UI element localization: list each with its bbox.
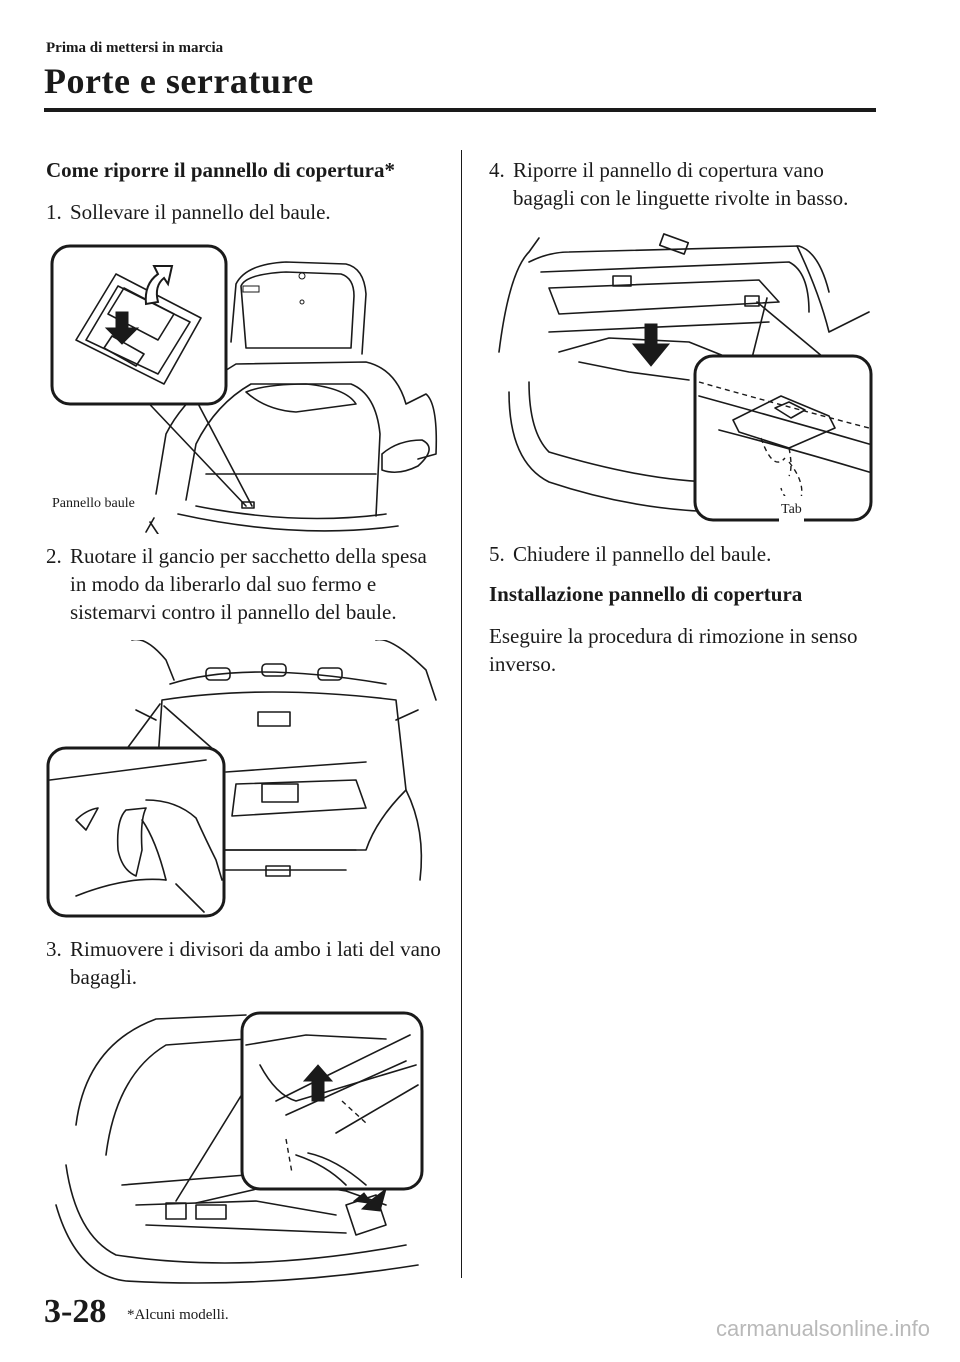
inset-box [48,748,224,916]
step-1 [46,198,446,226]
step-number: 5. [489,542,505,566]
figure-remove-dividers [46,1005,446,1285]
shopping-hook-illustration [46,640,446,925]
figure-shopping-hook [46,640,446,925]
figure-label-trunk-board: Pannello baule [50,490,137,518]
title-divider [44,108,876,112]
step-text: Riporre il pannello di copertura vano bagagli con le linguette rivolte in basso. [513,158,849,210]
left-column [46,156,446,1285]
instruction-paragraph: Eseguire la procedura di rimozione in senso inverso. [489,624,858,676]
breadcrumb: Prima di mettersi in marcia [46,40,224,56]
figure-lift-trunk-board [46,244,446,534]
store-cover-illustration [489,232,879,522]
step-number: 3. [46,937,62,961]
step-number: 1. [46,200,62,224]
step-3 [46,935,446,991]
dividers-illustration [46,1005,446,1285]
step-4 [489,156,889,212]
page-number: 3-28 [44,1293,107,1330]
right-column [489,156,889,690]
footnote: *Alcuni modelli. [127,1307,229,1323]
section-heading: Come riporre il pannello di copertura* [46,158,395,182]
inset-box [52,246,226,404]
step-text: Chiudere il pannello del baule. [513,542,772,566]
step-number: 2. [46,544,62,568]
figure-label-tab: Tab [779,496,804,524]
inset-box [242,1013,422,1189]
step-text: Rimuovere i divisori da ambo i lati del vano bagagli. [70,937,441,989]
step-text: Sollevare il pannello del baule. [70,200,331,224]
step-5 [489,540,889,568]
page-title: Porte e serrature [44,61,314,101]
step-2 [46,542,446,626]
watermark: carmanualsonline.info [715,1316,930,1341]
figure-store-cover [489,232,879,522]
down-arrow-icon [633,324,669,366]
subsection-heading: Installazione pannello di copertura [489,582,803,606]
step-text: Ruotare il gancio per sacchetto della spesa in modo da liberarlo dal suo fermo e sistemarvi contro il pannello del baule. [70,544,427,624]
step-number: 4. [489,158,505,182]
column-divider [461,150,462,1278]
